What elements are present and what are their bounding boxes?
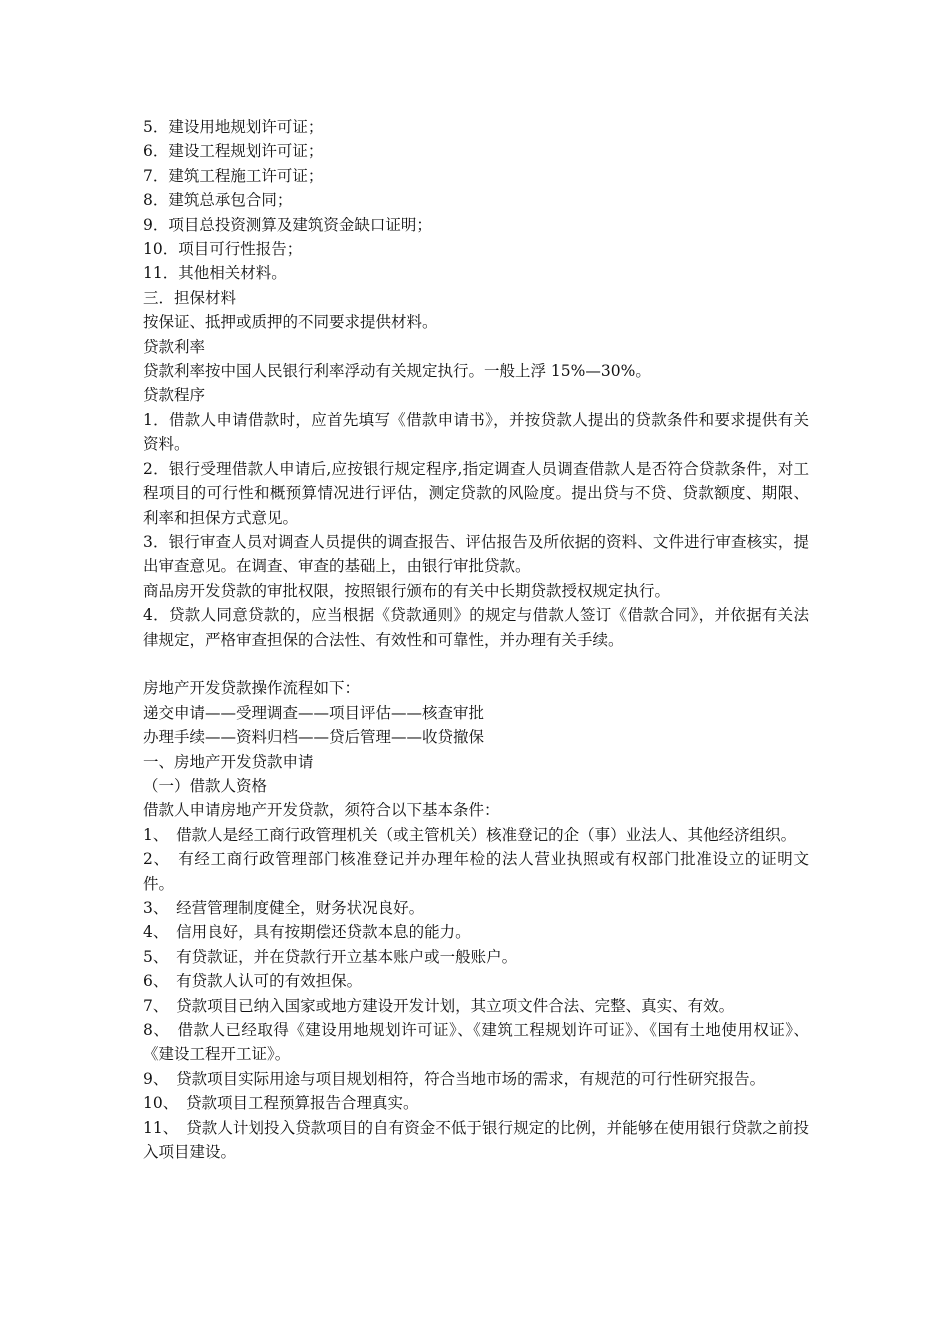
paragraph-condition-9: 9、 贷款项目实际用途与项目规划相符，符合当地市场的需求，有规范的可行性研究报告。 <box>143 1069 766 1088</box>
paragraph-8-contract: 8．建筑总承包合同； <box>143 191 293 210</box>
section-heading-loan-procedure: 贷款程序 <box>143 386 206 405</box>
paragraph-11-other: 11．其他相关材料。 <box>143 264 287 283</box>
paragraph-condition-3: 3、 经营管理制度健全，财务状况良好。 <box>143 898 425 917</box>
paragraph-procedure-4: 4．贷款人同意贷款的，应当根据《贷款通则》的规定与借款人签订《借款合同》，并依据有关法律规定，严格审查担保的合法性、有效性和可靠性，并办理有关手续。 <box>143 606 809 649</box>
paragraph-procedure-1: 1．借款人申请借款时，应首先填写《借款申请书》，并按贷款人提出的贷款条件和要求提供有关资料。 <box>143 410 809 454</box>
section-heading-guarantee: 三．担保材料 <box>143 288 237 307</box>
document-page <box>143 115 809 1164</box>
paragraph-flow-line-2: 办理手续——资料归档——贷后管理——收贷撤保 <box>143 728 485 747</box>
subsection-heading-borrower-qualification: （一）借款人资格 <box>143 776 268 795</box>
paragraph-approval-authority: 商品房开发贷款的审批权限，按照银行颁布的有关中长期贷款授权规定执行。 <box>143 581 671 600</box>
section-heading-loan-application: 一、房地产开发贷款申请 <box>143 752 314 771</box>
paragraph-condition-11: 11、 贷款人计划投入贷款项目的自有资金不低于银行规定的比例，并能够在使用银行贷款之前投入项目建设。 <box>143 1118 809 1162</box>
paragraph-7-construction-permit: 7．建筑工程施工许可证； <box>143 166 324 185</box>
paragraph-10-feasibility: 10．项目可行性报告； <box>143 240 303 259</box>
paragraph-flow-intro: 房地产开发贷款操作流程如下： <box>143 679 361 698</box>
section-heading-interest-rate: 贷款利率 <box>143 337 206 356</box>
paragraph-9-investment: 9．项目总投资测算及建筑资金缺口证明； <box>143 215 432 234</box>
paragraph-condition-4: 4、 信用良好，具有按期偿还贷款本息的能力。 <box>143 923 471 942</box>
paragraph-procedure-2: 2．银行受理借款人申请后,应按银行规定程序,指定调查人员调查借款人是否符合贷款条件，对工程项目的可行性和概预算情况进行评估，测定贷款的风险度。提出贷与不贷、贷款额度、期限、利率和担保方式意见。 <box>143 459 809 527</box>
paragraph-flow-line-1: 递交申请——受理调查——项目评估——核查审批 <box>143 703 485 722</box>
paragraph-interest-rate-text: 贷款利率按中国人民银行利率浮动有关规定执行。一般上浮 15%—30%。 <box>143 362 651 381</box>
paragraph-6-engineering-permit: 6．建设工程规划许可证； <box>143 142 324 161</box>
paragraph-qualification-intro: 借款人申请房地产开发贷款，须符合以下基本条件： <box>143 801 500 820</box>
paragraph-condition-1: 1、 借款人是经工商行政管理机关（或主管机关）核准登记的企（事）业法人、其他经济组织。 <box>143 825 797 844</box>
paragraph-condition-8: 8、 借款人已经取得《建设用地规划许可证》、《建筑工程规划许可证》、《国有土地使用权证》、《建设工程开工证》。 <box>143 1021 809 1064</box>
paragraph-condition-6: 6、 有贷款人认可的有效担保。 <box>143 972 363 991</box>
paragraph-condition-10: 10、 贷款项目工程预算报告合理真实。 <box>143 1094 419 1113</box>
paragraph-procedure-3: 3．银行审查人员对调查人员提供的调查报告、评估报告及所依据的资料、文件进行审查核实，提出审查意见。在调查、审查的基础上，由银行审批贷款。 <box>143 532 809 576</box>
blank-line <box>143 652 809 676</box>
paragraph-condition-7: 7、 贷款项目已纳入国家或地方建设开发计划，其立项文件合法、完整、真实、有效。 <box>143 996 735 1015</box>
paragraph-condition-2: 2、 有经工商行政管理部门核准登记并办理年检的法人营业执照或有权部门批准设立的证明文件。 <box>143 850 809 893</box>
paragraph-5-land-permit: 5．建设用地规划许可证； <box>143 118 324 136</box>
paragraph-condition-5: 5、 有贷款证，并在贷款行开立基本账户或一般账户。 <box>143 947 518 966</box>
paragraph-guarantee-text: 按保证、抵押或质押的不同要求提供材料。 <box>143 313 438 332</box>
